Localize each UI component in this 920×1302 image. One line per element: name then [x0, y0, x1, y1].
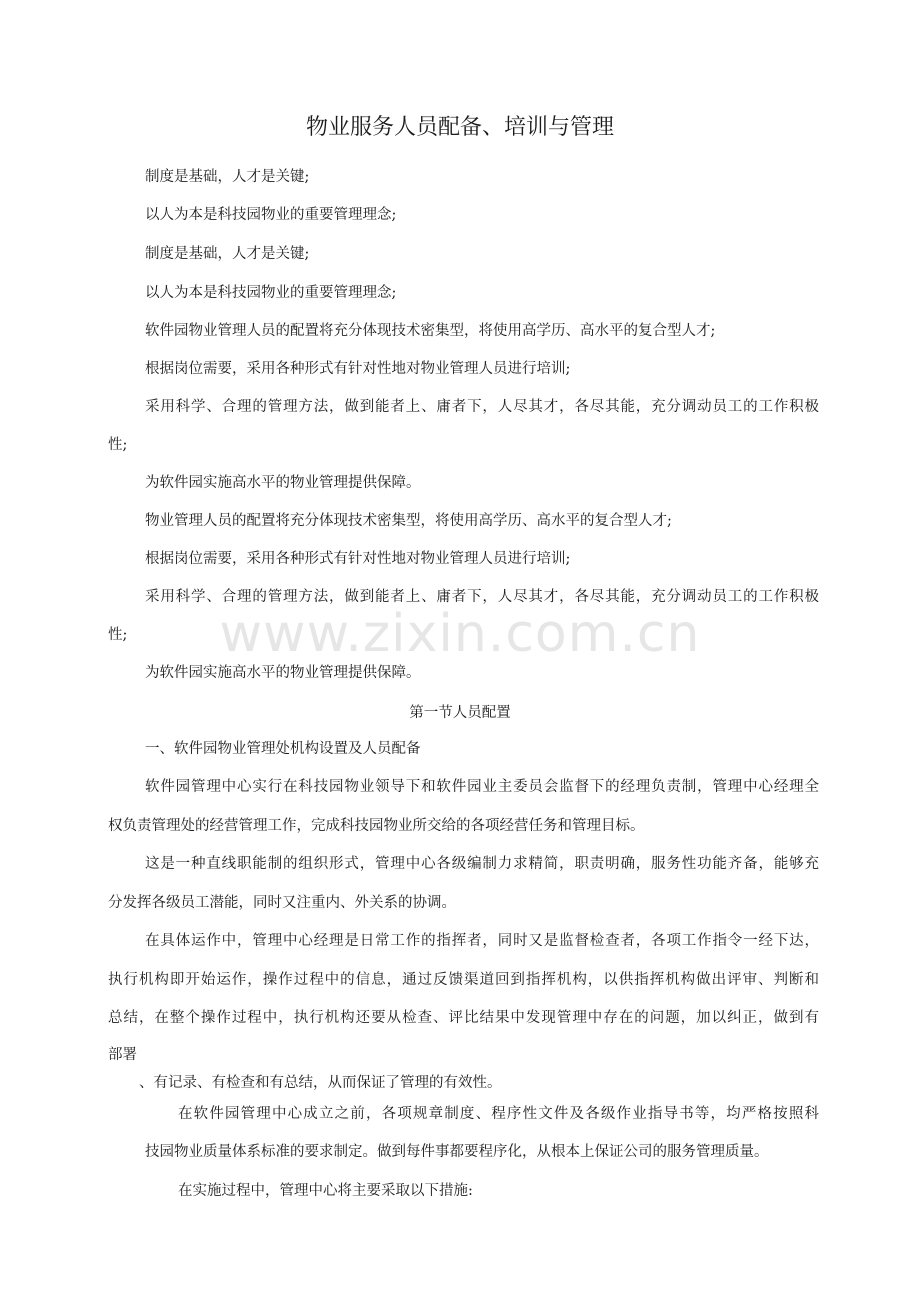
- page-title: 物业服务人员配备、培训与管理: [305, 115, 614, 140]
- intro-line-12: 采用科学、合理的管理方法，做到能者上、庸者下，人尽其才，各尽其能，充分调动员工的工作积极: [145, 589, 819, 605]
- intro-line-14: 为软件园实施高水平的物业管理提供保障。: [145, 665, 421, 681]
- intro-line-9: 为软件园实施高水平的物业管理提供保障。: [145, 475, 421, 491]
- intro-line-1: 制度是基础，人才是关键;: [145, 169, 310, 185]
- intro-line-11: 根据岗位需要，采用各种形式有针对性地对物业管理人员进行培训;: [145, 551, 571, 567]
- intro-line-10: 物业管理人员的配置将充分体现技术密集型，将使用高学历、高水平的复合型人才;: [145, 513, 672, 529]
- intro-line-6: 根据岗位需要，采用各种形式有针对性地对物业管理人员进行培训;: [145, 361, 571, 377]
- body-line-11: 技园物业质量体系标准的要求制定。做到每件事都要程序化，从根本上保证公司的服务管理质量。: [145, 1144, 769, 1160]
- intro-line-3: 制度是基础，人才是关键;: [145, 246, 310, 262]
- body-line-3: 这是一种直线职能制的组织形式，管理中心各级编制力求精简，职责明确，服务性功能齐备，能够充: [145, 856, 819, 872]
- intro-line-4: 以人为本是科技园物业的重要管理理念;: [145, 285, 397, 301]
- body-line-9: 、有记录、有检查和有总结，从而保证了管理的有效性。: [139, 1075, 502, 1091]
- intro-line-5: 软件园物业管理人员的配置将充分体现技术密集型，将使用高学历、高水平的复合型人才;: [145, 323, 716, 339]
- body-line-10: 在软件园管理中心成立之前，各项规章制度、程序性文件及各级作业指导书等，均严格按照科: [178, 1106, 819, 1122]
- intro-line-8: 性;: [108, 437, 128, 453]
- section-heading: 第一节人员配置: [409, 705, 511, 721]
- intro-line-2: 以人为本是科技园物业的重要管理理念;: [145, 207, 397, 223]
- body-line-2: 权负责管理处的经营管理工作，完成科技园物业所交给的各项经营任务和管理目标。: [108, 818, 645, 834]
- body-line-12: 在实施过程中，管理中心将主要采取以下措施:: [178, 1183, 473, 1199]
- body-line-4: 分发挥各级员工潜能，同时又注重内、外关系的协调。: [108, 895, 456, 911]
- intro-line-7: 采用科学、合理的管理方法，做到能者上、庸者下，人尽其才，各尽其能，充分调动员工的工作积极: [145, 399, 819, 415]
- body-line-6: 执行机构即开始运作，操作过程中的信息，通过反馈渠道回到指挥机构，以供指挥机构做出评审、判断和: [108, 972, 819, 988]
- body-line-1: 软件园管理中心实行在科技园物业领导下和软件园业主委员会监督下的经理负责制，管理中心经理全: [145, 779, 819, 795]
- body-line-8: 部署: [108, 1047, 137, 1063]
- watermark: www.zixin.com.cn: [219, 604, 701, 664]
- body-line-7: 总结，在整个操作过程中，执行机构还要从检查、评比结果中发现管理中存在的问题，加以纠正，做到有: [108, 1010, 819, 1026]
- subheading: 一、软件园物业管理处机构设置及人员配备: [145, 741, 421, 757]
- body-line-5: 在具体运作中，管理中心经理是日常工作的指挥者，同时又是监督检查者，各项工作指令一经下达，: [145, 933, 819, 949]
- intro-line-13: 性;: [108, 627, 128, 643]
